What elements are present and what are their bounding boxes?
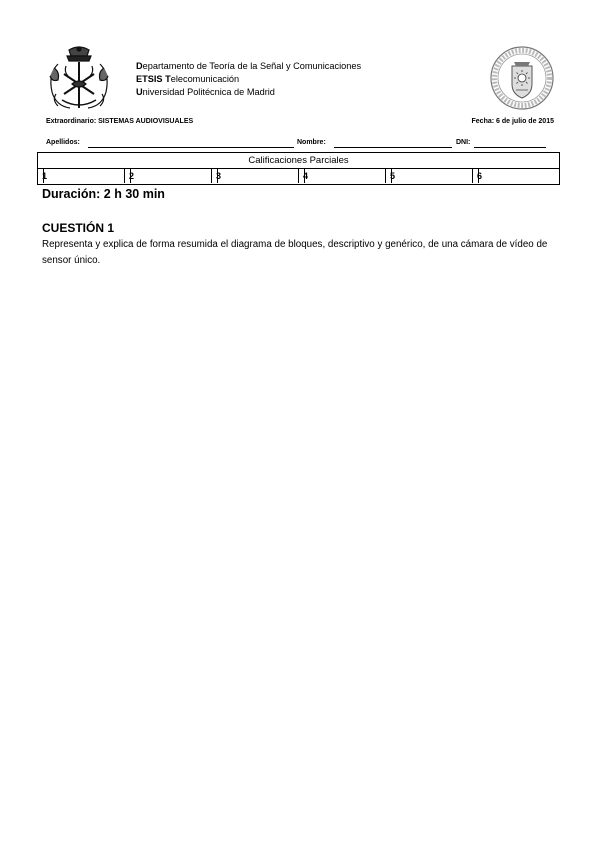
grade-cell-3: 3 [212,169,299,183]
exam-subject: Extraordinario: SISTEMAS AUDIOVISUALES [46,118,194,125]
grade-box-3[interactable] [217,169,298,183]
exam-duration: Duración: 2 h 30 min [42,187,165,201]
student-fields [46,139,554,149]
grade-cell-1: 1 [38,169,125,183]
dept-line-1: Departamento de Teoría de la Señal y Comunicaciones [136,61,362,71]
university-seal-icon [488,44,556,112]
grade-cell-6: 6 [473,169,559,183]
grade-box-2[interactable] [130,169,211,183]
nombre-field[interactable] [334,147,452,148]
apellidos-label: Apellidos: [46,139,80,146]
exam-date: Fecha: 6 de julio de 2015 [471,118,554,125]
grade-box-4[interactable] [304,169,385,183]
department-block [136,60,361,99]
grade-box-6[interactable] [478,169,559,183]
exam-info-line [46,118,554,125]
dni-label: DNI: [456,139,471,146]
question-title: CUESTIÓN 1 [42,221,115,235]
grades-row [38,169,559,183]
dept-line-3: Universidad Politécnica de Madrid [136,87,275,97]
grade-box-1[interactable] [43,169,124,183]
grade-box-5[interactable] [391,169,472,183]
nombre-label: Nombre: [297,139,326,146]
dni-field[interactable] [474,147,546,148]
grade-cell-2: 2 [125,169,212,183]
school-crest-icon [44,44,114,112]
apellidos-field[interactable] [88,147,294,148]
grade-cell-5: 5 [386,169,473,183]
question-text: Representa y explica de forma resumida el diagrama de bloques, descriptivo y genérico, de una cámara de vídeo de sensor único. [42,239,548,266]
dept-line-2: ETSIS Telecomunicación [136,74,240,84]
grades-table [37,152,560,185]
grade-cell-4: 4 [299,169,386,183]
grades-table-title: Calificaciones Parciales [38,153,559,169]
